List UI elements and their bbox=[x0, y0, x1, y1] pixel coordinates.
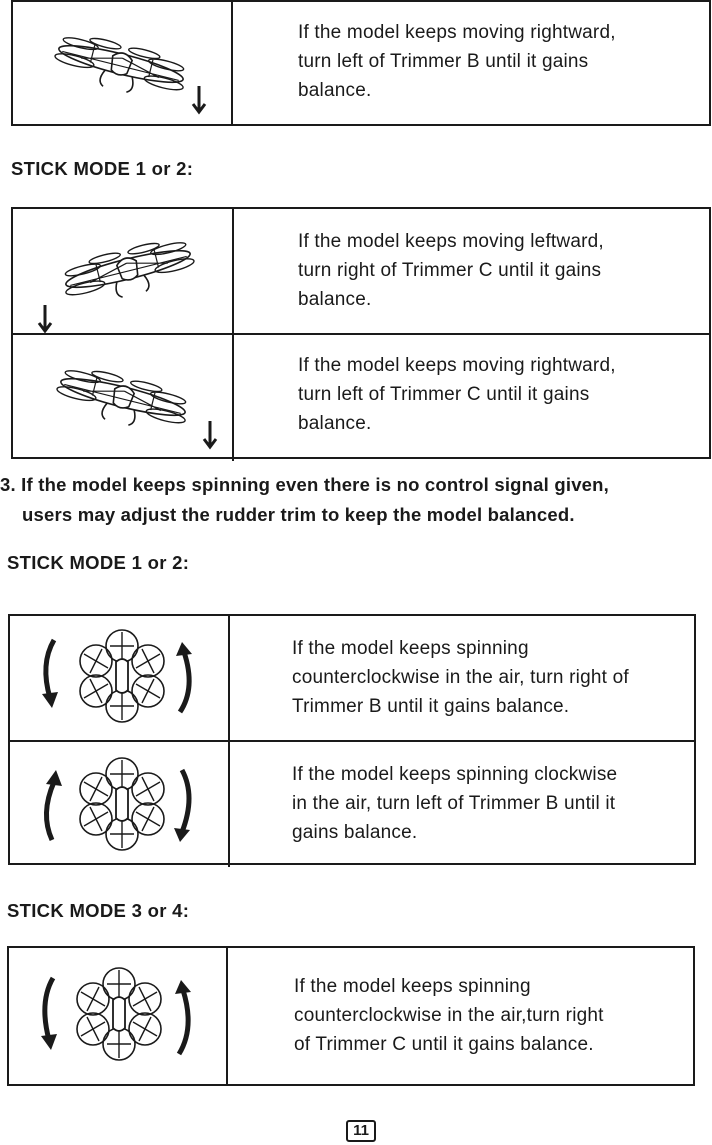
trim-table-mode12 bbox=[11, 207, 711, 459]
instruction-text: If the model keeps spinning counterclockwise in the air, turn right of Trimmer B until it gains balance. bbox=[292, 638, 629, 717]
drone-illustration bbox=[13, 209, 234, 333]
table-row bbox=[10, 616, 694, 740]
instruction-text: If the model keeps spinning clockwise in the air, turn left of Trimmer B until it gains balance. bbox=[292, 764, 618, 843]
drone-side-icon bbox=[13, 335, 232, 461]
drone-side-icon bbox=[13, 209, 232, 333]
table-row bbox=[9, 948, 693, 1084]
drone-top-icon bbox=[10, 742, 228, 867]
instruction-text: If the model keeps moving rightward, turn left of Trimmer B until it gains balance. bbox=[298, 22, 616, 101]
table-row bbox=[13, 333, 709, 461]
instruction-text: If the model keeps moving rightward, turn left of Trimmer C until it gains balance. bbox=[298, 355, 616, 434]
page-number: 11 bbox=[346, 1120, 376, 1142]
drone-illustration bbox=[9, 948, 228, 1084]
trim-table-top bbox=[11, 0, 711, 126]
stick-mode-heading: STICK MODE 1 or 2: bbox=[11, 158, 194, 179]
drone-illustration bbox=[13, 2, 233, 126]
drone-illustration bbox=[10, 742, 230, 867]
table-row bbox=[13, 2, 709, 126]
stick-mode-heading: STICK MODE 1 or 2: bbox=[7, 552, 190, 573]
drone-illustration bbox=[13, 335, 234, 461]
drone-side-icon bbox=[13, 2, 231, 126]
rudder-table-mode34 bbox=[7, 946, 695, 1086]
drone-illustration bbox=[10, 616, 230, 740]
drone-top-icon bbox=[10, 616, 228, 740]
stick-mode-heading: STICK MODE 3 or 4: bbox=[7, 900, 190, 921]
rudder-table-mode12 bbox=[8, 614, 696, 865]
rudder-trim-note: 3. If the model keeps spinning even there is no control signal given, users may adjust the rudder trim to keep the model balanced. bbox=[0, 474, 610, 525]
instruction-text: If the model keeps spinning counterclockwise in the air,turn right of Trimmer C until it gains balance. bbox=[294, 976, 604, 1055]
table-row bbox=[13, 209, 709, 333]
drone-top-icon bbox=[9, 948, 226, 1084]
instruction-text: If the model keeps moving leftward, turn right of Trimmer C until it gains balance. bbox=[298, 231, 604, 310]
table-row bbox=[10, 740, 694, 867]
